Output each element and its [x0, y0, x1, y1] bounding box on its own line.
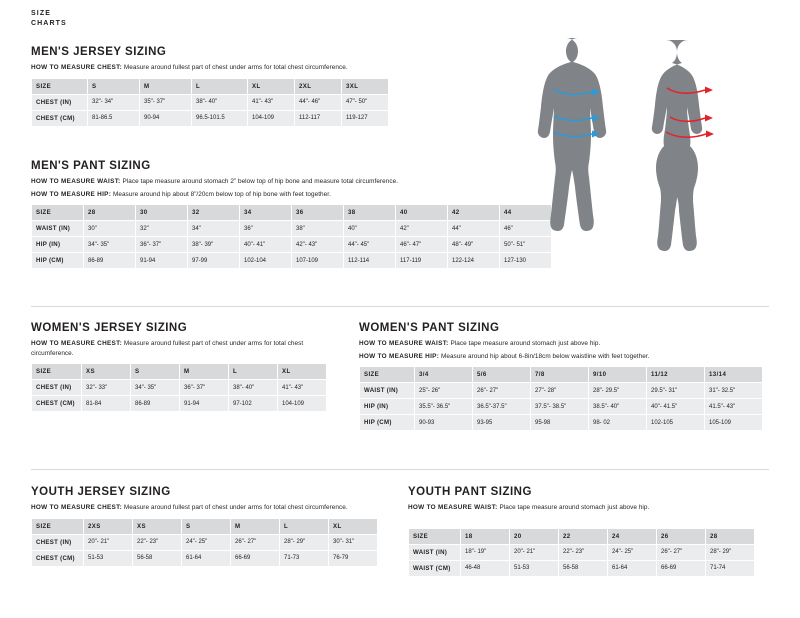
- cell: 56-58: [133, 550, 182, 566]
- cell: 86-89: [131, 396, 180, 412]
- col-head: 5/6: [473, 367, 531, 383]
- cell: 28"- 29.5": [589, 383, 647, 399]
- cell: 51-53: [84, 550, 133, 566]
- instruction-chest: [31, 63, 389, 73]
- row-label: WAIST (IN): [409, 544, 461, 560]
- col-head: SIZE: [360, 367, 415, 383]
- table-womens-pant: [359, 366, 763, 431]
- cell: 26"- 27": [473, 383, 531, 399]
- col-head: 28: [706, 528, 755, 544]
- row-label: CHEST (CM): [32, 110, 88, 126]
- instruction-label: HOW TO MEASURE HIP:: [359, 352, 440, 360]
- instruction-text: Measure around fullest part of chest under arms for total chest circumference.: [122, 64, 348, 71]
- col-head: SIZE: [409, 528, 461, 544]
- section-youth-jersey: [31, 486, 378, 567]
- col-head: L: [229, 364, 278, 380]
- cell: 31"- 32.5": [705, 383, 763, 399]
- table-row: [360, 383, 763, 399]
- col-head: L: [192, 78, 248, 94]
- cell: 107-109: [292, 253, 344, 269]
- table-header-row: [360, 367, 763, 383]
- cell: 93-95: [473, 415, 531, 431]
- cell: 22"- 23": [559, 544, 608, 560]
- cell: 38"- 39": [188, 237, 240, 253]
- section-title: MEN'S PANT SIZING: [31, 160, 151, 172]
- cell: 41.5"- 43": [705, 399, 763, 415]
- col-head: 34: [240, 205, 292, 221]
- cell: 47"- 50": [342, 94, 389, 110]
- col-head: XS: [133, 518, 182, 534]
- cell: 26"- 27": [657, 544, 706, 560]
- cell: 48"- 49": [448, 237, 500, 253]
- cell: 38"- 40": [229, 380, 278, 396]
- col-head: 3XL: [342, 78, 389, 94]
- cell: 40"- 41": [240, 237, 292, 253]
- col-head: XL: [329, 518, 378, 534]
- section-title: YOUTH JERSEY SIZING: [31, 486, 171, 498]
- table-row: [360, 399, 763, 415]
- male-body-diagram: [538, 38, 606, 231]
- row-label: CHEST (IN): [32, 380, 82, 396]
- cell: 44"- 45": [344, 237, 396, 253]
- cell: 98- 02: [589, 415, 647, 431]
- female-body-diagram: [652, 40, 714, 251]
- instruction-chest: [31, 339, 306, 358]
- cell: 35.5"- 36.5": [415, 399, 473, 415]
- cell: 40"- 41.5": [647, 399, 705, 415]
- table-row: [32, 550, 378, 566]
- instruction-label: HOW TO MEASURE WAIST:: [31, 178, 121, 185]
- cell: 90-93: [415, 415, 473, 431]
- col-head: S: [88, 78, 140, 94]
- cell: 104-109: [248, 110, 295, 126]
- instruction-text: Place tape measure around stomach just above hip.: [448, 340, 601, 347]
- section-mens-pant: [31, 160, 552, 269]
- cell: 32": [136, 221, 188, 237]
- cell: 35"- 37": [140, 94, 192, 110]
- col-head: 3/4: [415, 367, 473, 383]
- row-label: HIP (CM): [360, 415, 415, 431]
- col-head: M: [180, 364, 229, 380]
- col-head: 36: [292, 205, 344, 221]
- cell: 66-69: [657, 560, 706, 576]
- body-diagrams: [520, 32, 768, 282]
- col-head: XL: [278, 364, 327, 380]
- cell: 76-79: [329, 550, 378, 566]
- col-head: 42: [448, 205, 500, 221]
- instruction-label: HOW TO MEASURE HIP:: [31, 190, 112, 198]
- section-womens-pant: [359, 322, 763, 431]
- cell: 32"- 33": [82, 380, 131, 396]
- cell: 34"- 35": [131, 380, 180, 396]
- instruction-label: HOW TO MEASURE CHEST:: [31, 504, 123, 511]
- table-header-row: [32, 78, 389, 94]
- instruction-label: HOW TO MEASURE WAIST:: [359, 340, 449, 347]
- table-header-row: [32, 364, 327, 380]
- col-head: M: [140, 78, 192, 94]
- col-head: 30: [136, 205, 188, 221]
- cell: 90-94: [140, 110, 192, 126]
- col-head: 11/12: [647, 367, 705, 383]
- col-head: 2XL: [295, 78, 342, 94]
- col-head: 26: [657, 528, 706, 544]
- cell: 36"- 37": [136, 237, 188, 253]
- table-header-row: [32, 205, 552, 221]
- cell: 104-109: [278, 396, 327, 412]
- cell: 41"- 43": [278, 380, 327, 396]
- col-head: 2XS: [84, 518, 133, 534]
- row-label: CHEST (CM): [32, 396, 82, 412]
- col-head: 13/14: [705, 367, 763, 383]
- instruction-text: Measure around fullest part of chest under arms for total chest circumference.: [31, 340, 304, 357]
- instruction-hip: [359, 352, 763, 362]
- col-head: 44: [500, 205, 552, 221]
- table-row: [32, 221, 552, 237]
- table-mens-pant: [31, 204, 552, 269]
- col-head: L: [280, 518, 329, 534]
- table-row: [360, 415, 763, 431]
- page-title: [31, 9, 67, 29]
- instruction-label: HOW TO MEASURE CHEST:: [31, 340, 123, 347]
- instruction-chest: [31, 503, 366, 513]
- cell: 42": [396, 221, 448, 237]
- cell: 24"- 25": [608, 544, 657, 560]
- page-title-line1: SIZE: [31, 10, 51, 17]
- row-label: HIP (IN): [32, 237, 84, 253]
- cell: 30": [84, 221, 136, 237]
- instruction-hip: [31, 190, 552, 200]
- instruction-waist: [31, 177, 552, 187]
- cell: 56-58: [559, 560, 608, 576]
- col-head: XS: [82, 364, 131, 380]
- table-row: [32, 94, 389, 110]
- cell: 91-94: [136, 253, 188, 269]
- table-row: [409, 544, 755, 560]
- cell: 30"- 31": [329, 534, 378, 550]
- cell: 25"- 26": [415, 383, 473, 399]
- instruction-text: Measure around hip about 6-8in/18cm below waistline with feet together.: [439, 352, 650, 360]
- col-head: S: [131, 364, 180, 380]
- cell: 81-84: [82, 396, 131, 412]
- section-divider: [31, 306, 769, 307]
- cell: 86-89: [84, 253, 136, 269]
- section-title: WOMEN'S JERSEY SIZING: [31, 322, 188, 334]
- cell: 38.5"- 40": [589, 399, 647, 415]
- instruction-text: Measure around fullest part of chest under arms for total chest circumference.: [122, 504, 348, 511]
- cell: 29.5"- 31": [647, 383, 705, 399]
- cell: 105-109: [705, 415, 763, 431]
- col-head: 18: [461, 528, 510, 544]
- cell: 37.5"- 38.5": [531, 399, 589, 415]
- table-header-row: [409, 528, 755, 544]
- col-head: 28: [84, 205, 136, 221]
- cell: 66-69: [231, 550, 280, 566]
- table-row: [32, 534, 378, 550]
- row-label: CHEST (IN): [32, 534, 84, 550]
- cell: 36.5"-37.5": [473, 399, 531, 415]
- row-label: CHEST (IN): [32, 94, 88, 110]
- cell: 28"- 29": [280, 534, 329, 550]
- col-head: 38: [344, 205, 396, 221]
- col-head: 7/8: [531, 367, 589, 383]
- cell: 46": [500, 221, 552, 237]
- col-head: 24: [608, 528, 657, 544]
- table-row: [32, 396, 327, 412]
- cell: 97-102: [229, 396, 278, 412]
- cell: 20"- 21": [84, 534, 133, 550]
- cell: 112-114: [344, 253, 396, 269]
- cell: 112-117: [295, 110, 342, 126]
- cell: 36"- 37": [180, 380, 229, 396]
- row-label: HIP (CM): [32, 253, 84, 269]
- cell: 38"- 40": [192, 94, 248, 110]
- cell: 117-119: [396, 253, 448, 269]
- row-label: WAIST (IN): [360, 383, 415, 399]
- table-row: [32, 237, 552, 253]
- col-head: SIZE: [32, 78, 88, 94]
- row-label: CHEST (CM): [32, 550, 84, 566]
- table-youth-pant: [408, 528, 755, 577]
- cell: 61-64: [182, 550, 231, 566]
- col-head: SIZE: [32, 518, 84, 534]
- col-head: 32: [188, 205, 240, 221]
- instruction-text: Measure around hip about 8”/20cm below top of hip bone with feet together.: [111, 190, 331, 198]
- cell: 102-105: [647, 415, 705, 431]
- cell: 44": [448, 221, 500, 237]
- cell: 61-64: [608, 560, 657, 576]
- cell: 41"- 43": [248, 94, 295, 110]
- cell: 34": [188, 221, 240, 237]
- cell: 44"- 46": [295, 94, 342, 110]
- col-head: 40: [396, 205, 448, 221]
- cell: 51-53: [510, 560, 559, 576]
- cell: 34"- 35": [84, 237, 136, 253]
- cell: 20"- 21": [510, 544, 559, 560]
- col-head: S: [182, 518, 231, 534]
- row-label: WAIST (IN): [32, 221, 84, 237]
- section-title: MEN'S JERSEY SIZING: [31, 46, 167, 58]
- col-head: 9/10: [589, 367, 647, 383]
- cell: 40": [344, 221, 396, 237]
- table-row: [32, 253, 552, 269]
- cell: 28"- 29": [706, 544, 755, 560]
- page-title-line2: CHARTS: [31, 20, 67, 27]
- instruction-text: Place tape measure around stomach just above hip.: [497, 504, 650, 511]
- col-head: SIZE: [32, 364, 82, 380]
- cell: 81-86.5: [88, 110, 140, 126]
- instruction-label: HOW TO MEASURE CHEST:: [31, 64, 123, 71]
- section-title: YOUTH PANT SIZING: [408, 486, 532, 498]
- instruction-label: HOW TO MEASURE WAIST:: [408, 504, 498, 511]
- col-head: XL: [248, 78, 295, 94]
- row-label: HIP (IN): [360, 399, 415, 415]
- cell: 32"- 34": [88, 94, 140, 110]
- table-youth-jersey: [31, 518, 378, 567]
- cell: 102-104: [240, 253, 292, 269]
- cell: 97-99: [188, 253, 240, 269]
- section-title: WOMEN'S PANT SIZING: [359, 322, 500, 334]
- section-mens-jersey: [31, 46, 389, 127]
- cell: 71-74: [706, 560, 755, 576]
- cell: 18"- 19": [461, 544, 510, 560]
- cell: 27"- 28": [531, 383, 589, 399]
- section-womens-jersey: [31, 322, 327, 412]
- cell: 38": [292, 221, 344, 237]
- instruction-waist: [359, 339, 763, 349]
- table-row: [32, 110, 389, 126]
- cell: 36": [240, 221, 292, 237]
- section-youth-pant: [408, 486, 755, 577]
- col-head: 20: [510, 528, 559, 544]
- table-row: [32, 380, 327, 396]
- col-head: M: [231, 518, 280, 534]
- col-head: SIZE: [32, 205, 84, 221]
- row-label: WAIST (CM): [409, 560, 461, 576]
- cell: 42"- 43": [292, 237, 344, 253]
- instruction-waist: [408, 503, 755, 513]
- section-divider: [31, 469, 769, 470]
- cell: 119-127: [342, 110, 389, 126]
- cell: 22"- 23": [133, 534, 182, 550]
- cell: 91-94: [180, 396, 229, 412]
- cell: 96.5-101.5: [192, 110, 248, 126]
- cell: 46-48: [461, 560, 510, 576]
- table-mens-jersey: [31, 78, 389, 127]
- table-womens-jersey: [31, 363, 327, 412]
- cell: 46"- 47": [396, 237, 448, 253]
- cell: 24"- 25": [182, 534, 231, 550]
- instruction-text: Place tape measure around stomach 2” below top of hip bone and measure total circumference.: [120, 178, 399, 185]
- table-row: [409, 560, 755, 576]
- table-header-row: [32, 518, 378, 534]
- cell: 71-73: [280, 550, 329, 566]
- col-head: 22: [559, 528, 608, 544]
- cell: 26"- 27": [231, 534, 280, 550]
- cell: 50"- 51": [500, 237, 552, 253]
- cell: 95-98: [531, 415, 589, 431]
- cell: 127-130: [500, 253, 552, 269]
- cell: 122-124: [448, 253, 500, 269]
